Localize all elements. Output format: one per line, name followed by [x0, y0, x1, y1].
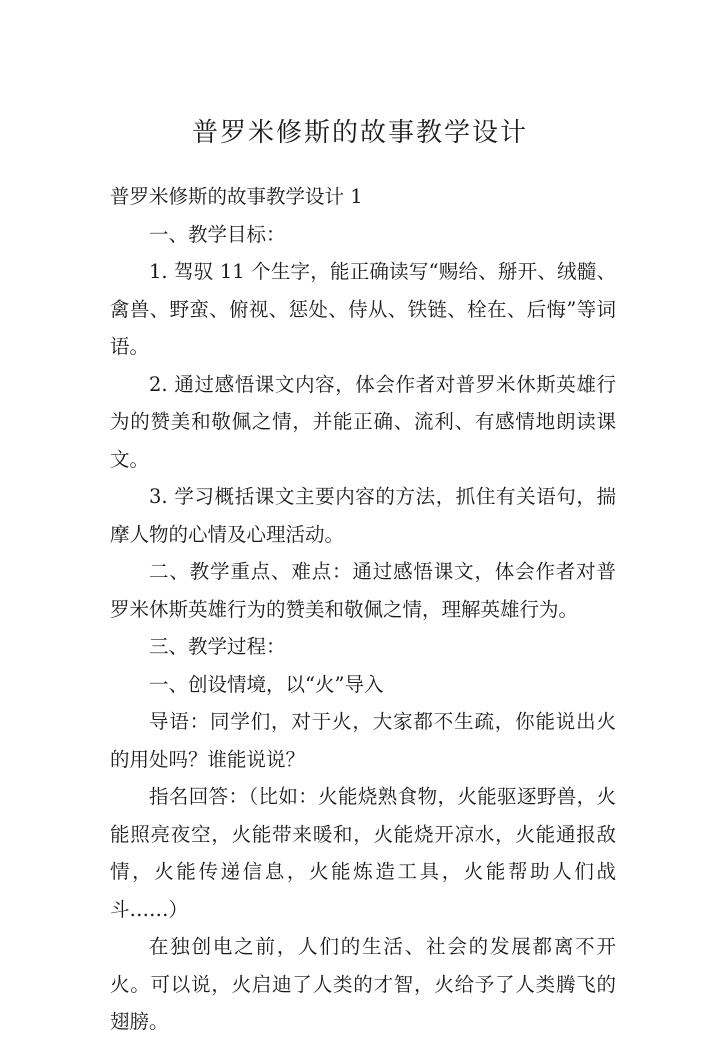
paragraph-answers: 指名回答：（比如：火能烧熟食物，火能驱逐野兽，火能照亮夜空，火能带来暖和，火能烧开凉水，火能通报敌情，火能传递信息，火能炼造工具，火能帮助人们战斗……） [110, 785, 616, 921]
paragraph-subtitle: 普罗米修斯的故事教学设计 1 [110, 185, 363, 208]
paragraph-key-points: 二、教学重点、难点：通过感悟课文，体会作者对普罗米休斯英雄行为的赞美和敬佩之情，理解英雄行为。 [110, 560, 616, 621]
paragraph-objective-2: 2. 通过感悟课文内容，体会作者对普罗米休斯英雄行为的赞美和敬佩之情，并能正确、流利、有感情地朗读课文。 [110, 372, 616, 471]
paragraph-conclusion: 在独创电之前，人们的生活、社会的发展都离不开火。可以说，火启迪了人类的才智，火给予了人类腾飞的翅膀。 [110, 935, 616, 1033]
paragraph-objective-3: 3. 学习概括课文主要内容的方法，抓住有关语句，揣摩人物的心情及心理活动。 [110, 485, 616, 546]
paragraph-objective-1: 1. 驾驭 11 个生字，能正确读写“赐给、掰开、绒髓、禽兽、野蛮、俯视、惩处、侍从、铁链、栓在、后悔”等词语。 [110, 260, 616, 358]
document-body [110, 178, 616, 1041]
paragraph-intro: 导语：同学们，对于火，大家都不生疏，你能说出火的用处吗？谁能说说？ [110, 710, 616, 771]
paragraph-heading-process: 三、教学过程： [149, 635, 286, 658]
paragraph-step-1: 一、创设情境，以“火”导入 [149, 672, 384, 696]
document-title: 普罗米修斯的故事教学设计 [191, 118, 528, 148]
paragraph-heading-objectives: 一、教学目标： [149, 222, 286, 246]
